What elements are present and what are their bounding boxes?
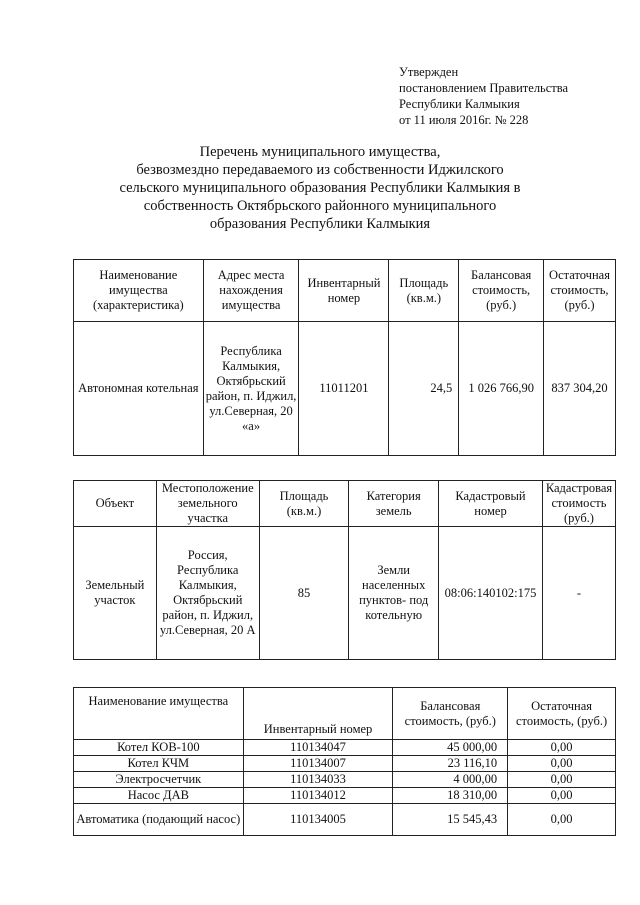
column-header: Местоположение земельного участка	[156, 481, 259, 527]
column-header: Адрес места нахождения имущества	[203, 260, 299, 322]
column-header: Инвентарный номер	[243, 688, 393, 740]
approval-line: от 11 июля 2016г. № 228	[399, 113, 529, 127]
column-header: Категория земель	[349, 481, 439, 527]
cell-name: Электросчетчик	[74, 772, 244, 788]
table-row	[74, 804, 616, 836]
table-row	[74, 322, 616, 456]
cell-inventory: 110134033	[243, 772, 393, 788]
column-header: Объект	[74, 481, 157, 527]
cell-name: Автоматика (подающий насос)	[74, 804, 244, 836]
cell-cadastral: 08:06:140102:175	[439, 527, 543, 660]
cell-residual: 837 304,20	[544, 322, 616, 456]
cell-residual: 0,00	[508, 804, 616, 836]
title-line: образования Республики Калмыкия	[209, 216, 431, 232]
column-header: Кадастровый номер	[439, 481, 543, 527]
table-row	[74, 788, 616, 804]
cell-inventory: 110134005	[243, 804, 393, 836]
title-line: безвозмездно передаваемого из собственности Иджилского	[136, 162, 504, 178]
title-line: сельского муниципального образования Республики Калмыкия в	[119, 180, 521, 196]
cell-name: Котел КЧМ	[74, 756, 244, 772]
column-header: Остаточная стоимость, (руб.)	[508, 688, 616, 740]
cell-address: Республика Калмыкия, Октябрьский район, п. Иджил, ул.Северная, 20 «а»	[203, 322, 299, 456]
cell-area: 24,5	[389, 322, 459, 456]
cell-balance: 15 545,43	[393, 804, 508, 836]
column-header: Кадастровая стоимость (руб.)	[542, 481, 615, 527]
column-header: Площадь (кв.м.)	[259, 481, 349, 527]
table-header-row	[74, 688, 616, 740]
column-header: Остаточная стоимость, (руб.)	[544, 260, 616, 322]
column-header: Балансовая стоимость, (руб.)	[459, 260, 544, 322]
cell-inventory: 110134012	[243, 788, 393, 804]
property-table	[73, 259, 616, 456]
cell-balance: 1 026 766,90	[459, 322, 544, 456]
cell-location: Россия, Республика Калмыкия, Октябрьский район, п. Иджил, ул.Северная, 20 А	[156, 527, 259, 660]
table-row	[74, 756, 616, 772]
column-header: Наименование имущества	[74, 688, 244, 740]
column-header: Наименование имущества (характеристика)	[74, 260, 204, 322]
table-row	[74, 740, 616, 756]
cell-category: Земли населенных пунктов- под котельную	[349, 527, 439, 660]
table-header-row	[74, 481, 616, 527]
approval-block	[399, 64, 568, 128]
document-title	[90, 143, 550, 233]
approval-line: постановлением Правительства	[399, 81, 569, 95]
cell-inventory: 11011201	[299, 322, 389, 456]
cell-balance: 23 116,10	[393, 756, 508, 772]
column-header: Площадь (кв.м.)	[389, 260, 459, 322]
cell-value: -	[542, 527, 615, 660]
title-line: Перечень муниципального имущества,	[199, 144, 441, 160]
land-table	[73, 480, 616, 660]
cell-balance: 18 310,00	[393, 788, 508, 804]
cell-residual: 0,00	[508, 756, 616, 772]
cell-object: Земельный участок	[74, 527, 157, 660]
cell-residual: 0,00	[508, 740, 616, 756]
table-row	[74, 772, 616, 788]
cell-inventory: 110134007	[243, 756, 393, 772]
cell-balance: 45 000,00	[393, 740, 508, 756]
column-header: Инвентарный номер	[299, 260, 389, 322]
cell-residual: 0,00	[508, 788, 616, 804]
cell-name: Котел КОВ-100	[74, 740, 244, 756]
cell-name: Автономная котельная	[74, 322, 204, 456]
approval-line: Утвержден	[399, 65, 459, 79]
cell-name: Насос ДАВ	[74, 788, 244, 804]
column-header: Балансовая стоимость, (руб.)	[393, 688, 508, 740]
table-row	[74, 527, 616, 660]
equipment-table	[73, 687, 616, 836]
cell-inventory: 110134047	[243, 740, 393, 756]
cell-residual: 0,00	[508, 772, 616, 788]
approval-line: Республики Калмыкия	[399, 97, 520, 111]
cell-area: 85	[259, 527, 349, 660]
cell-balance: 4 000,00	[393, 772, 508, 788]
title-line: собственность Октябрьского районного муниципального	[143, 198, 497, 214]
table-header-row	[74, 260, 616, 322]
